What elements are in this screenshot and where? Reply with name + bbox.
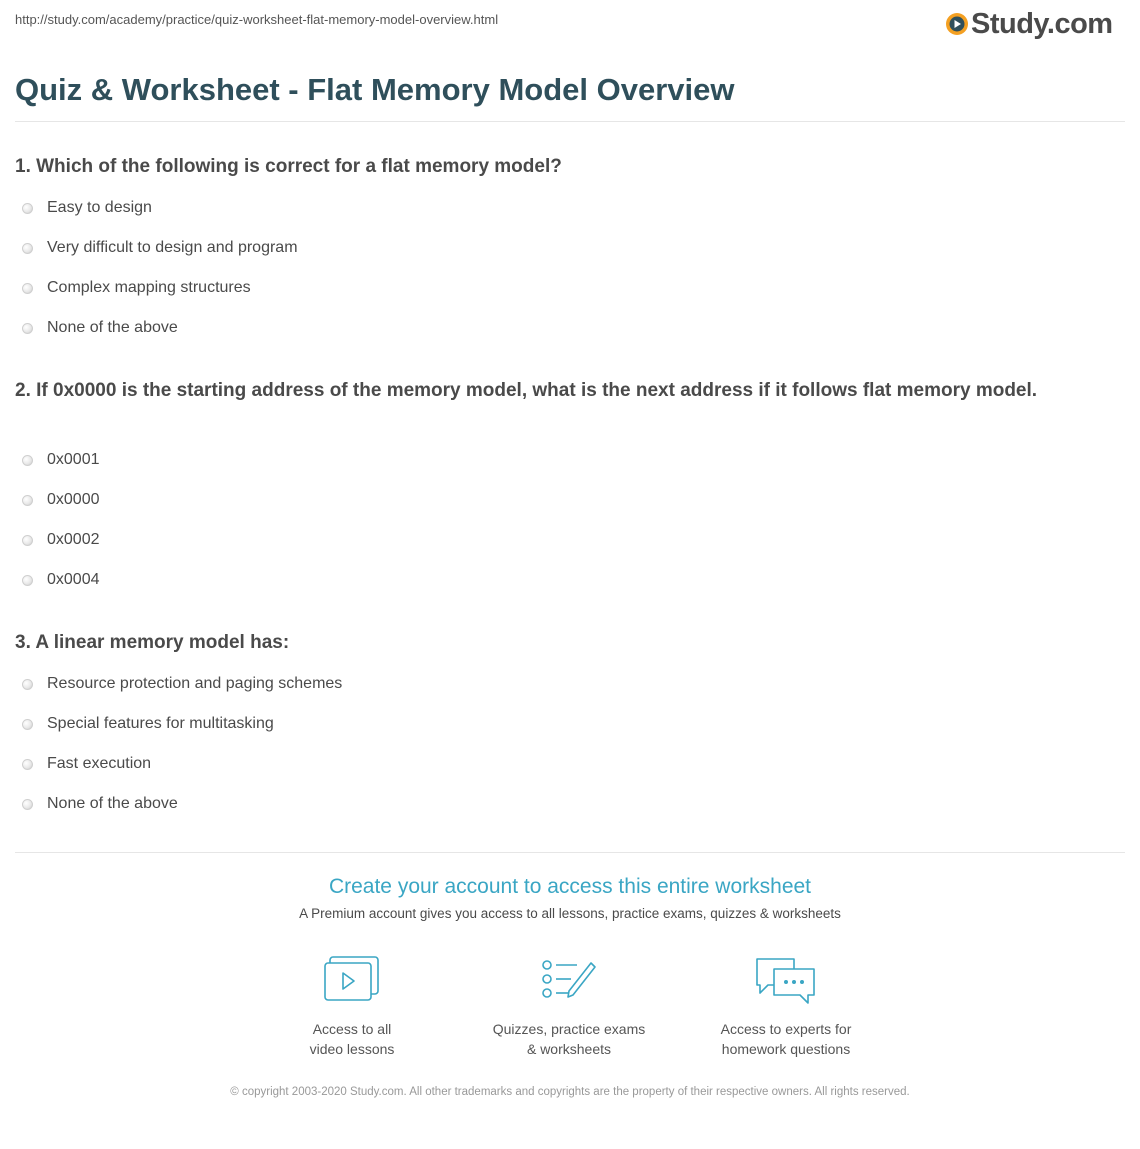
page-title: Quiz & Worksheet - Flat Memory Model Overview [15, 72, 735, 107]
radio-button[interactable] [22, 575, 33, 586]
answer-label: Special features for multitasking [47, 715, 274, 732]
footer-copyright: © copyright 2003-2020 Study.com. All other trademarks and copyrights are the property of their respective owners. All rights reserved. [230, 1086, 910, 1098]
answer-option[interactable] [22, 792, 178, 816]
feature-label-line: homework questions [721, 1041, 851, 1057]
feature-label-line: & worksheets [526, 1041, 612, 1057]
radio-button[interactable] [22, 759, 33, 770]
feature-label-line: Access to experts for [720, 1021, 852, 1037]
radio-button[interactable] [22, 535, 33, 546]
answer-label: Easy to design [47, 199, 152, 216]
question-1: 1. Which of the following is correct for a flat memory model? [15, 156, 562, 177]
answer-option[interactable] [22, 672, 342, 696]
radio-button[interactable] [22, 679, 33, 690]
answer-option[interactable] [22, 528, 100, 552]
answer-label: 0x0000 [47, 491, 100, 508]
radio-button[interactable] [22, 243, 33, 254]
feature-quizzes [469, 955, 669, 1059]
feature-experts [686, 955, 886, 1059]
radio-button[interactable] [22, 323, 33, 334]
chat-bubbles-icon [754, 955, 818, 1007]
radio-button[interactable] [22, 799, 33, 810]
answer-option[interactable] [22, 236, 298, 260]
feature-label-line: video lessons [309, 1041, 395, 1057]
divider [15, 852, 1125, 853]
page-url: http://study.com/academy/practice/quiz-worksheet-flat-memory-model-overview.html [15, 12, 499, 27]
answer-option[interactable] [22, 752, 151, 776]
answer-option[interactable] [22, 712, 274, 736]
answer-option[interactable] [22, 448, 100, 472]
answer-option[interactable] [22, 488, 100, 512]
answer-label: None of the above [47, 319, 178, 336]
answer-label: Complex mapping structures [47, 279, 251, 296]
study-logo[interactable] [945, 6, 1113, 42]
create-account-link[interactable]: Create your account to access this entire worksheet [328, 875, 812, 898]
answer-option[interactable] [22, 276, 251, 300]
answer-label: Very difficult to design and program [47, 239, 298, 256]
answer-label: Resource protection and paging schemes [47, 675, 343, 692]
quiz-checklist-icon [539, 955, 599, 1007]
radio-button[interactable] [22, 283, 33, 294]
answer-label: 0x0004 [47, 571, 100, 588]
video-lesson-icon [322, 955, 382, 1007]
question-3: 3. A linear memory model has: [15, 632, 290, 653]
radio-button[interactable] [22, 495, 33, 506]
question-2: 2. If 0x0000 is the starting address of the memory model, what is the next address if it follows flat memory model. [15, 380, 1038, 401]
answer-option[interactable] [22, 196, 152, 220]
answer-label: Fast execution [47, 755, 152, 772]
answer-label: None of the above [47, 795, 178, 812]
answer-label: 0x0001 [47, 451, 100, 468]
study-logo-text: Study.com [971, 8, 1113, 40]
study-logo-icon [945, 12, 969, 36]
feature-label-line: Access to all [312, 1021, 392, 1037]
divider [15, 121, 1125, 122]
answer-label: 0x0002 [47, 531, 100, 548]
radio-button[interactable] [22, 455, 33, 466]
feature-video-lessons [252, 955, 452, 1059]
feature-label-line: Quizzes, practice exams [492, 1021, 646, 1037]
answer-option[interactable] [22, 568, 100, 592]
radio-button[interactable] [22, 203, 33, 214]
cta-subtitle: A Premium account gives you access to all lessons, practice exams, quizzes & worksheets [299, 906, 841, 921]
radio-button[interactable] [22, 719, 33, 730]
answer-option[interactable] [22, 316, 178, 340]
